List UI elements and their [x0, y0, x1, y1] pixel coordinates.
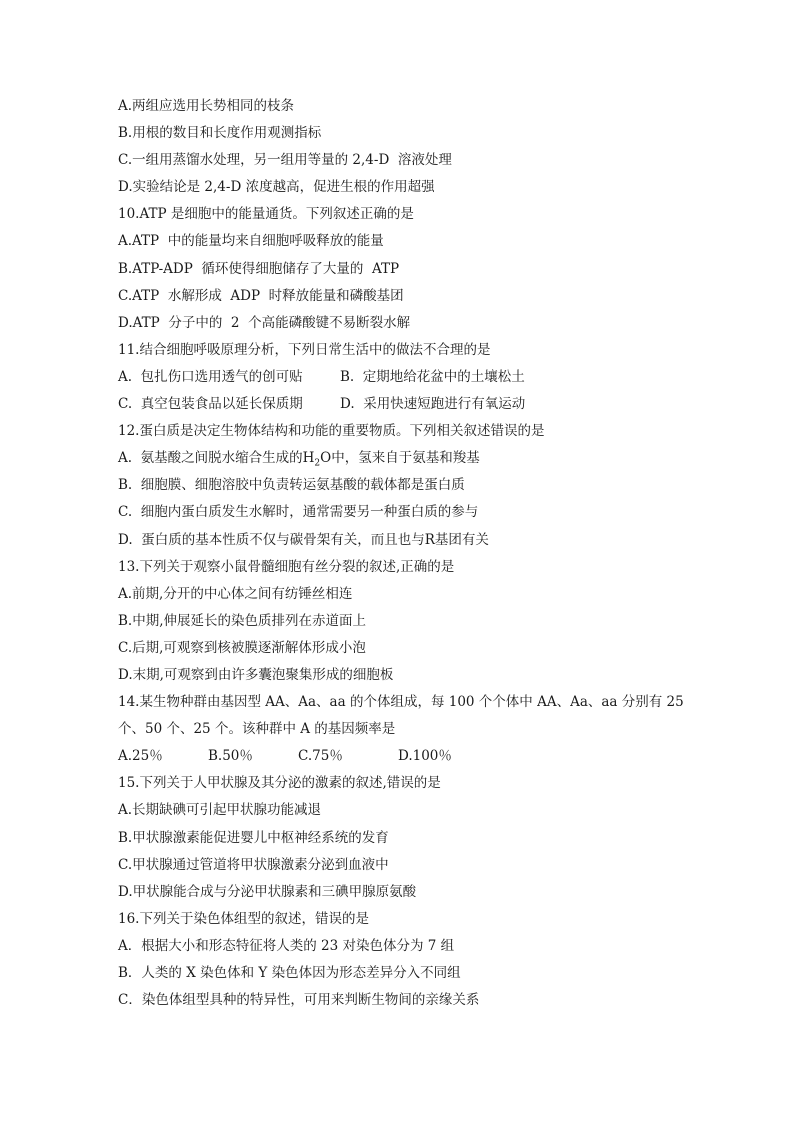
q13-option-a: A.前期,分开的中心体之间有纺锤丝相连: [118, 585, 353, 602]
q14-stem-line-2: 个、50 个、25 个。该种群中 A 的基因频率是: [118, 721, 396, 738]
q11-option-c: C. 真空包装食品以延长保质期: [118, 396, 303, 413]
q13-option-d: D.末期,可观察到由许多囊泡聚集形成的细胞板: [118, 666, 394, 683]
q10-option-a: A.ATP 中的能量均来自细胞呼吸释放的能量: [118, 233, 384, 250]
q15-option-c: C.甲状腺通过管道将甲状腺激素分泌到血液中: [118, 856, 389, 873]
q12-option-c: C. 细胞内蛋白质发生水解时，通常需要另一种蛋白质的参与: [118, 504, 479, 521]
q16-stem: 16.下列关于染色体组型的叙述，错误的是: [118, 910, 369, 927]
q9-option-a: A.两组应选用长势相同的枝条: [118, 98, 295, 114]
q13-stem: 13.下列关于观察小鼠骨髓细胞有丝分裂的叙述,正确的是: [118, 558, 455, 575]
q12-option-a-start: A. 氨基酸之间脱水缩合生成的H: [118, 450, 315, 467]
q12-option-a: [118, 445, 718, 472]
q15-stem: 15.下列关于人甲状腺及其分泌的激素的叙述,错误的是: [118, 775, 441, 792]
q14-options-row: [118, 743, 718, 770]
q11-option-d: D. 采用快速短跑进行有氧运动: [340, 396, 526, 413]
q12-subscript: 2: [314, 458, 321, 469]
q10-option-b: B.ATP-ADP 循环使得细胞储存了大量的 ATP: [118, 260, 400, 277]
q13-option-c: C.后期,可观察到核被膜逐渐解体形成小泡: [118, 639, 366, 656]
q9-option-c: C.一组用蒸馏水处理，另一组用等量的 2,4-D 溶液处理: [118, 152, 452, 169]
q9-option-d: D.实验结论是 2,4-D 浓度越高，促进生根的作用超强: [118, 179, 435, 196]
q15-option-b: B.甲状腺激素能促进婴儿中枢神经系统的发育: [118, 829, 389, 846]
q16-option-c: C．染色体组型具种的特异性，可用来判断生物间的亲缘关系: [118, 992, 480, 1009]
q14-option-b: B.50％: [208, 748, 253, 765]
q14-option-a: A.25％: [118, 748, 163, 765]
q11-stem: 11.结合细胞呼吸原理分析，下列日常生活中的做法不合理的是: [118, 341, 491, 358]
q12-option-d: D. 蛋白质的基本性质不仅与碳骨架有关，而且也与R基团有关: [118, 531, 489, 548]
q12-option-b: B. 细胞膜、细胞溶胶中负责转运氨基酸的载体都是蛋白质: [118, 477, 465, 494]
document-page: [118, 93, 718, 1014]
q11-option-b: B. 定期地给花盆中的土壤松土: [340, 368, 525, 385]
q11-options-row-2: [118, 391, 718, 418]
q10-option-c: C.ATP 水解形成 ADP 时释放能量和磷酸基团: [118, 287, 404, 304]
q13-option-b: B.中期,伸展延长的染色质排列在赤道面上: [118, 612, 367, 629]
q11-options-row-1: [118, 364, 718, 391]
q12-stem: 12.蛋白质是决定生物体结构和功能的重要物质。下列相关叙述错误的是: [118, 423, 545, 440]
q14-option-d: D.100％: [398, 748, 452, 765]
q11-option-a: A. 包扎伤口选用透气的创可贴: [118, 368, 303, 385]
q12-option-a-end: O中，氢来自于氨基和羧基: [320, 450, 480, 467]
q16-option-a: A．根据大小和形态特征将人类的 23 对染色体分为 7 组: [118, 937, 455, 954]
q9-option-b: B.用根的数目和长度作用观测指标: [118, 125, 322, 142]
q10-stem: 10.ATP 是细胞中的能量通货。下列叙述正确的是: [118, 206, 414, 223]
q14-stem-line-1: 14.某生物种群由基因型 AA、Aa、aa 的个体组成，每 100 个个体中 AA、Aa、aa 分别有 25: [118, 694, 684, 711]
q10-option-d: D.ATP 分子中的 2 个高能磷酸键不易断裂水解: [118, 314, 411, 331]
q15-option-d: D.甲状腺能合成与分泌甲状腺素和三碘甲腺原氨酸: [118, 883, 417, 900]
q14-option-c: C.75％: [298, 748, 343, 765]
q15-option-a: A.长期缺碘可引起甲状腺功能减退: [118, 802, 322, 819]
q16-option-b: B．人类的 X 染色体和 Y 染色体因为形态差异分入不同组: [118, 965, 461, 981]
